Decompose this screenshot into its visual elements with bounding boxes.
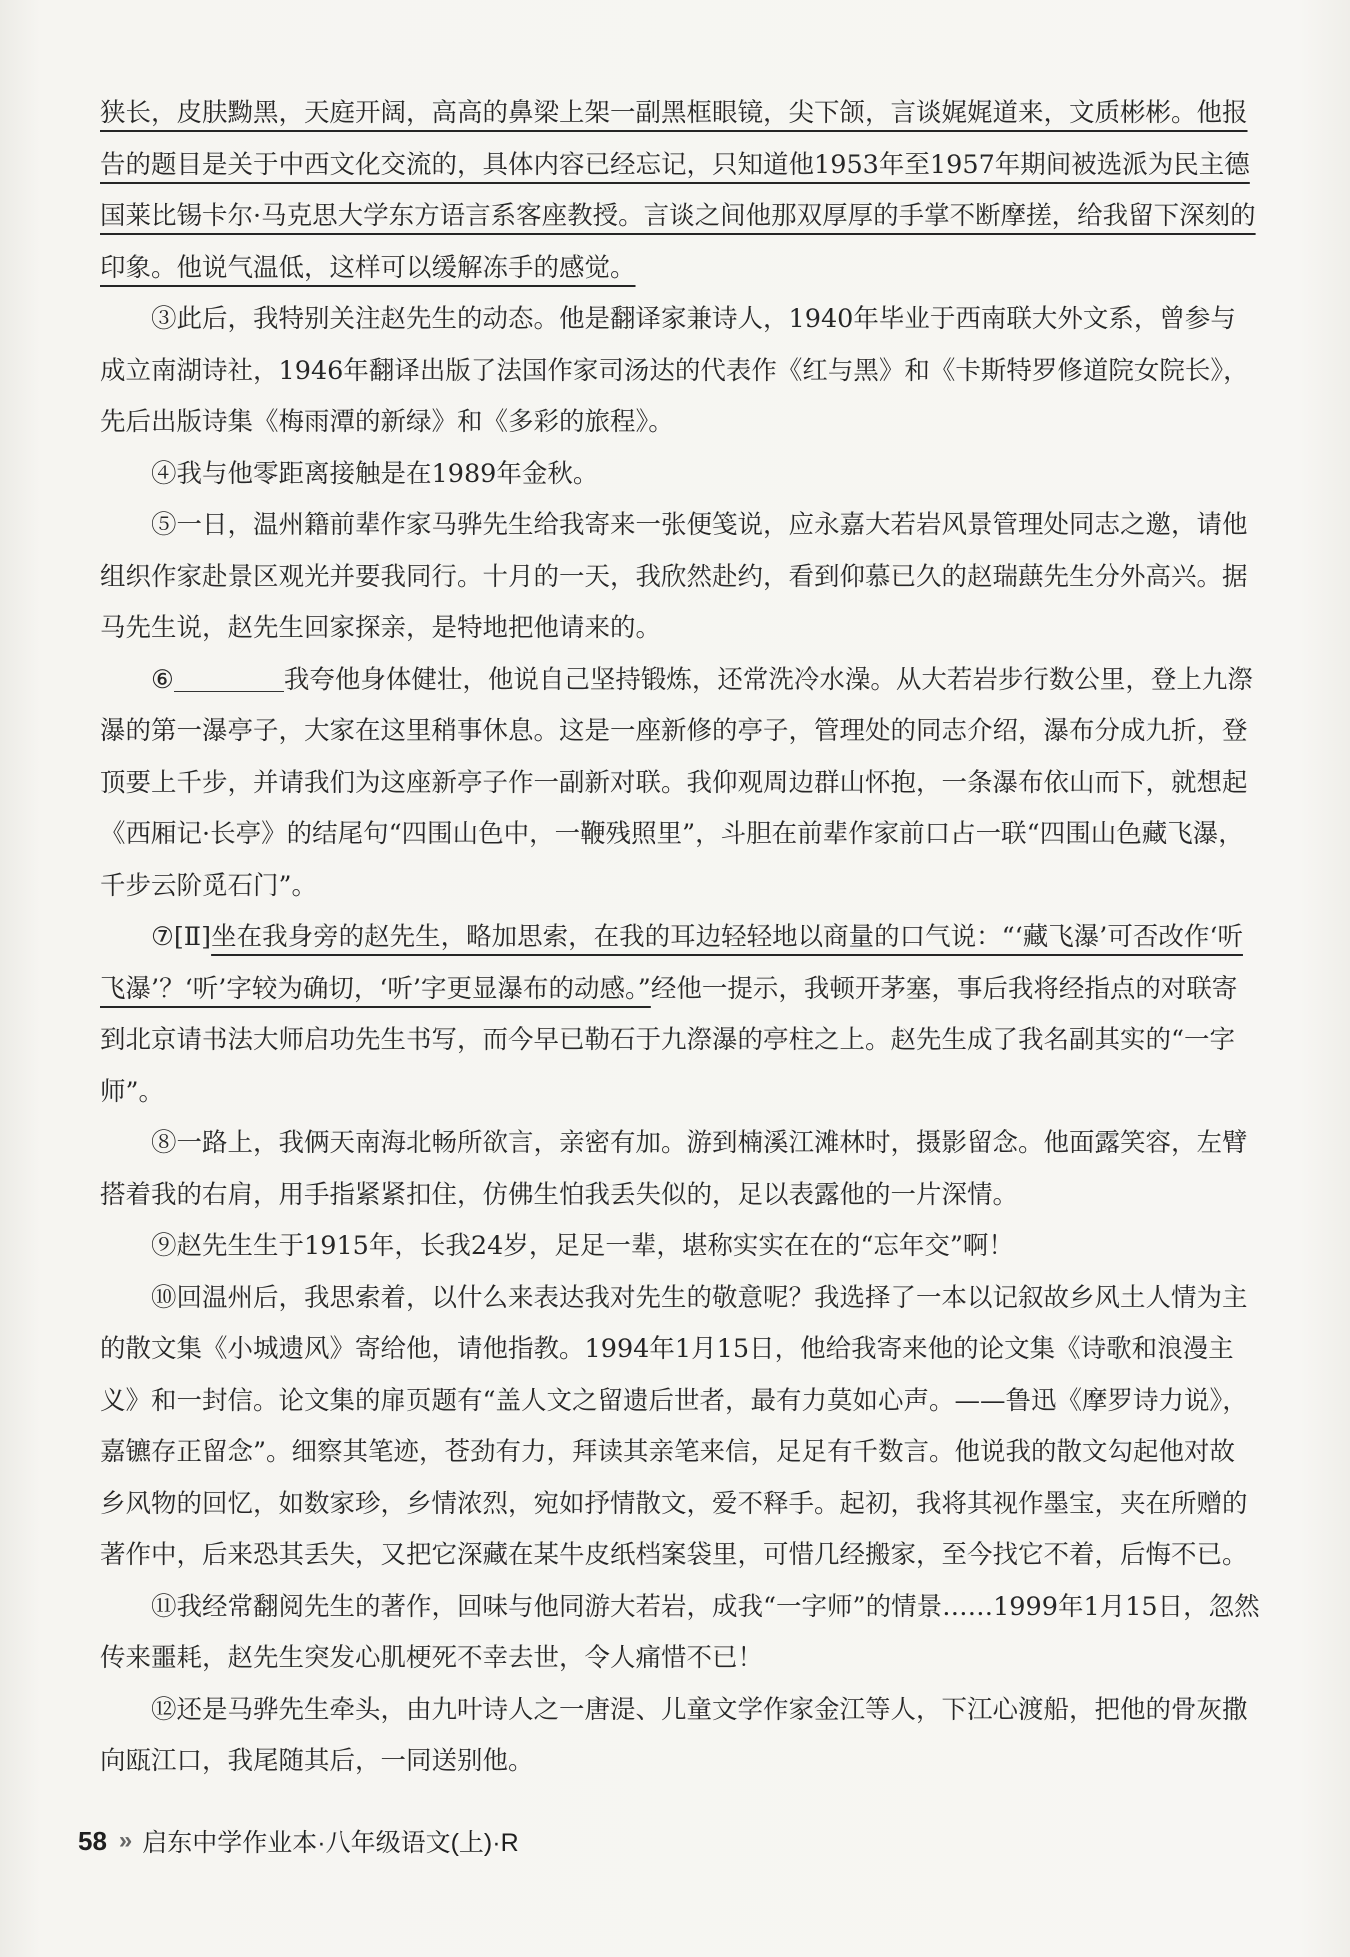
paragraph-2-continued — [100, 88, 1260, 294]
paragraph-6-number: ⑥ — [151, 664, 174, 695]
paragraph-6 — [100, 655, 1260, 913]
paragraph-10: ⑩回温州后，我思索着，以什么来表达我对先生的敬意呢？我选择了一本以记叙故乡风土人情为主的散文集《小城遗风》寄给他，请他指教。1994年1月15日，他给我寄来他的论文集《诗歌和浪漫主义》和一封信。论文集的扉页题有“盖人文之留遗后世者，最有力莫如心声。——鲁迅《摩罗诗力说》，嘉镳存正留念”。细察其笔迹，苍劲有力，拜读其亲笔来信，足足有千数言。他说我的散文勾起他对故乡风物的回忆，如数家珍，乡情浓烈，宛如抒情散文，爱不释手。起初，我将其视作墨宝，夹在所赠的著作中，后来恐其丢失，又把它深藏在某牛皮纸档案袋里，可惜几经搬家，至今找它不着，后悔不已。 — [100, 1282, 1248, 1570]
paragraph-7-text: 经他一提示，我顿开茅塞，事后我将经指点的对联寄到北京请书法大师启功先生书写，而今早已勒石于九漈瀑的亭柱之上。赵先生成了我名副其实的“一字师”。 — [100, 973, 1238, 1107]
underlined-passage-1: 狭长，皮肤黝黑，天庭开阔，高高的鼻梁上架一副黑框眼镜，尖下颌，言谈娓娓道来，文质彬彬。他报告的题目是关于中西文化交流的，具体内容已经忘记，只知道他1953年至1957年期间被选派为民主德国莱比锡卡尔·马克思大学东方语言系客座教授。言谈之间他那双厚厚的手掌不断摩搓，给我留下深刻的印象。他说气温低，这样可以缓解冻手的感觉。 — [100, 98, 1256, 283]
underlined-passage-2: 坐在我身旁的赵先生，略加思索，在我的耳边轻轻地以商量的口气说：“‘藏飞瀑’可否改作‘听飞瀑’？‘听’字较为确切，‘听’字更显瀑布的动感。” — [100, 922, 1243, 1004]
paragraph-5: ⑤一日，温州籍前辈作家马骅先生给我寄来一张便笺说，应永嘉大若岩风景管理处同志之邀，请他组织作家赴景区观光并要我同行。十月的一天，我欣然赴约，看到仰慕已久的赵瑞蕻先生分外高兴。据马先生说，赵先生回家探亲，是特地把他请来的。 — [100, 510, 1248, 643]
paragraph-11: ⑪我经常翻阅先生的著作，回味与他同游大若岩，成我“一字师”的情景……1999年1月15日，忽然传来噩耗，赵先生突发心肌梗死不幸去世，令人痛惜不已！ — [100, 1591, 1260, 1673]
paragraph-7-number: ⑦[Ⅱ] — [151, 922, 212, 952]
paragraph-6-text: 我夸他身体健壮，他说自己坚持锻炼，还常洗冷水澡。从大若岩步行数公里，登上九漈瀑的第一瀑亭子，大家在这里稍事休息。这是一座新修的亭子，管理处的同志介绍，瀑布分成九折，登顶要上千步，并请我们为这座新亭子作一副新对联。我仰观周边群山怀抱，一条瀑布依山而下，就想起《西厢记·长亭》的结尾句“四围山色中，一鞭残照里”，斗胆在前辈作家前口占一联“四围山色藏飞瀑，千步云阶觅石门”。 — [100, 664, 1253, 901]
paragraph-12: ⑫还是马骅先生牵头，由九叶诗人之一唐湜、儿童文学作家金江等人，下江心渡船，把他的骨灰撒向瓯江口，我尾随其后，一同送别他。 — [100, 1694, 1248, 1776]
page-footer — [78, 1823, 519, 1859]
paragraph-3: ③此后，我特别关注赵先生的动态。他是翻译家兼诗人，1940年毕业于西南联大外文系，曾参与成立南湖诗社，1946年翻译出版了法国作家司汤达的代表作《红与黑》和《卡斯特罗修道院女院长》，先后出版诗集《梅雨潭的新绿》和《多彩的旅程》。 — [100, 304, 1249, 437]
fill-in-blank — [174, 665, 284, 692]
chevron-icon: » — [118, 1827, 131, 1854]
paragraph-8: ⑧一路上，我俩天南海北畅所欲言，亲密有加。游到楠溪江滩林时，摄影留念。他面露笑容，左臂搭着我的右肩，用手指紧紧扣住，仿佛生怕我丢失似的，足以表露他的一片深情。 — [100, 1128, 1248, 1210]
page-number: 58 — [78, 1825, 107, 1856]
paragraph-7 — [100, 912, 1260, 1118]
paragraph-9: ⑨赵先生生于1915年，长我24岁，足足一辈，堪称实实在在的“忘年交”啊！ — [151, 1231, 1014, 1261]
article-body — [100, 88, 1260, 1788]
paragraph-4: ④我与他零距离接触是在1989年金秋。 — [151, 458, 599, 489]
book-title: 启东中学作业本·八年级语文(上)·R — [142, 1829, 519, 1857]
